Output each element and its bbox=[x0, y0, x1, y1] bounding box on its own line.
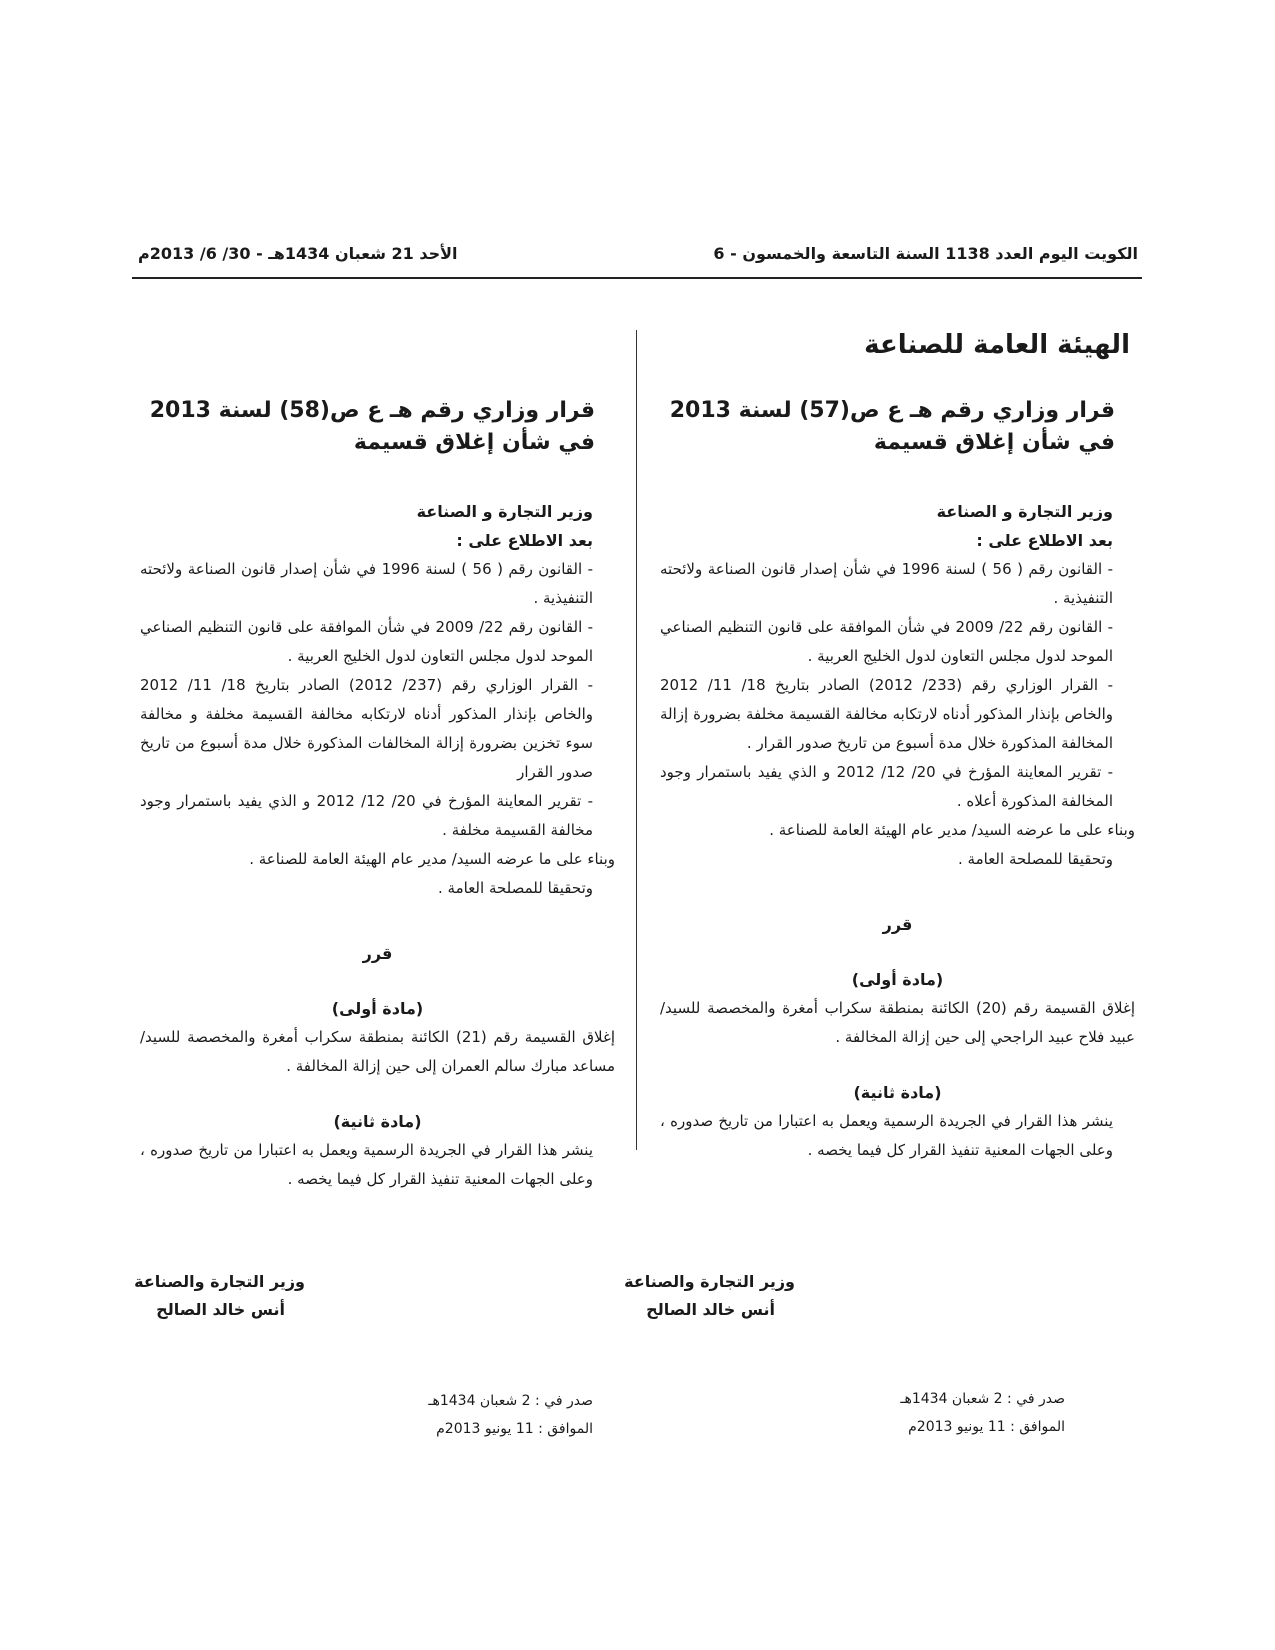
recital: وتحقيقا للمصلحة العامة . bbox=[438, 879, 593, 897]
decision-subject: في شأن إغلاق قسيمة bbox=[873, 430, 1115, 455]
decision-title-line: قرار وزاري رقم هـ ع ص(57) لسنة 2013 bbox=[669, 398, 1115, 423]
header-date: الأحد 21 شعبان 1434هـ - 30/ 6/ 2013م bbox=[138, 244, 458, 263]
article-2-title: (مادة ثانية) bbox=[333, 1112, 422, 1131]
decision-57 bbox=[660, 395, 1135, 1165]
page-header bbox=[138, 240, 1138, 268]
recital: - القانون رقم ( 56 ) لسنة 1996 في شأن إصدار قانون الصناعة ولائحته التنفيذية . bbox=[140, 560, 593, 607]
article-1-title: (مادة أولى) bbox=[331, 999, 424, 1018]
recital: - القانون رقم 22/ 2009 في شأن الموافقة على قانون التنظيم الصناعي الموحد لدول مجلس التعاون لدول الخليج العربية . bbox=[140, 618, 594, 665]
article-1-text: إغلاق القسيمة رقم (21) الكائنة بمنطقة سكراب أمغرة والمخصصة للسيد/ مساعد مبارك سالم العمران إلى حين إزالة المخالفة . bbox=[140, 1028, 616, 1075]
recital: - القانون رقم ( 56 ) لسنة 1996 في شأن إصدار قانون الصناعة ولائحته التنفيذية . bbox=[660, 560, 1113, 607]
header-rule bbox=[132, 277, 1142, 279]
signature-block bbox=[134, 1268, 305, 1324]
article-2-text: ينشر هذا القرار في الجريدة الرسمية ويعمل به اعتبارا من تاريخ صدوره ، وعلى الجهات المعنية تنفيذ القرار كل فيما يخصه . bbox=[140, 1141, 593, 1188]
recital: - القرار الوزاري رقم (233/ 2012) الصادر بتاريخ 18/ 11/ 2012 والخاص بإنذار المذكور أدناه لارتكابه مخالفة القسيمة مخلفة بضرورة إزالة المخالفة المذكورة خلال مدة أسبوع من تاريخ صدور القرار . bbox=[660, 676, 1114, 752]
article-1-text: إغلاق القسيمة رقم (20) الكائنة بمنطقة سكراب أمغرة والمخصصة للسيد/ عبيد فلاح عبيد الراجحي إلى حين إزالة المخالفة . bbox=[660, 999, 1136, 1046]
recital: وبناء على ما عرضه السيد/ مدير عام الهيئة العامة للصناعة . bbox=[769, 821, 1135, 839]
column-divider bbox=[636, 330, 637, 1150]
issued-date-block bbox=[900, 1385, 1065, 1441]
recital: - تقرير المعاينة المؤرخ في 20/ 12/ 2012 و الذي يفيد باستمرار وجود مخالفة القسيمة مخلفة . bbox=[140, 792, 593, 839]
article-2-title: (مادة ثانية) bbox=[853, 1083, 942, 1102]
issuer: وزير التجارة و الصناعة bbox=[936, 502, 1113, 521]
signature-block bbox=[624, 1268, 795, 1324]
decision-title bbox=[140, 395, 615, 459]
decision-title-line: قرار وزاري رقم هـ ع ص(58) لسنة 2013 bbox=[149, 398, 595, 423]
decision-subject: في شأن إغلاق قسيمة bbox=[353, 430, 595, 455]
article-1-title: (مادة أولى) bbox=[851, 970, 944, 989]
recital: - القرار الوزاري رقم (237/ 2012) الصادر بتاريخ 18/ 11/ 2012 والخاص بإنذار المذكور أدناه لارتكابه مخالفة القسيمة مخلفة و مخالفة سوء تخزين بضرورة إزالة المخالفات المذكورة خلال مدة أسبوع من تاريخ صدور القرار bbox=[140, 676, 594, 781]
issued-date-block bbox=[428, 1387, 593, 1443]
signature-title: وزير التجارة والصناعة bbox=[134, 1272, 305, 1291]
decision-title bbox=[660, 395, 1135, 459]
issued-on: صدر في : 2 شعبان 1434هـ bbox=[428, 1393, 593, 1409]
corresponding-date: الموافق : 11 يونيو 2013م bbox=[908, 1419, 1065, 1435]
recital: وبناء على ما عرضه السيد/ مدير عام الهيئة العامة للصناعة . bbox=[249, 850, 615, 868]
decision-58 bbox=[140, 395, 615, 1194]
recital: - تقرير المعاينة المؤرخ في 20/ 12/ 2012 و الذي يفيد باستمرار وجود المخالفة المذكورة أعلاه . bbox=[660, 763, 1113, 810]
review-heading: بعد الاطلاع على : bbox=[456, 531, 593, 550]
decided-heading: قرر bbox=[362, 944, 393, 963]
recital: - القانون رقم 22/ 2009 في شأن الموافقة على قانون التنظيم الصناعي الموحد لدول مجلس التعاون لدول الخليج العربية . bbox=[660, 618, 1114, 665]
signature-title: وزير التجارة والصناعة bbox=[624, 1272, 795, 1291]
issuer: وزير التجارة و الصناعة bbox=[416, 502, 593, 521]
issued-on: صدر في : 2 شعبان 1434هـ bbox=[900, 1391, 1065, 1407]
agency-heading: الهيئة العامة للصناعة bbox=[864, 330, 1130, 360]
header-issue-info: الكويت اليوم العدد 1138 السنة التاسعة والخمسون - 6 bbox=[713, 244, 1138, 263]
recital: وتحقيقا للمصلحة العامة . bbox=[958, 850, 1113, 868]
signature-name: أنس خالد الصالح bbox=[646, 1300, 775, 1319]
signature-name: أنس خالد الصالح bbox=[156, 1300, 285, 1319]
corresponding-date: الموافق : 11 يونيو 2013م bbox=[436, 1421, 593, 1437]
decided-heading: قرر bbox=[882, 915, 913, 934]
review-heading: بعد الاطلاع على : bbox=[976, 531, 1113, 550]
article-2-text: ينشر هذا القرار في الجريدة الرسمية ويعمل به اعتبارا من تاريخ صدوره ، وعلى الجهات المعنية تنفيذ القرار كل فيما يخصه . bbox=[660, 1112, 1113, 1159]
